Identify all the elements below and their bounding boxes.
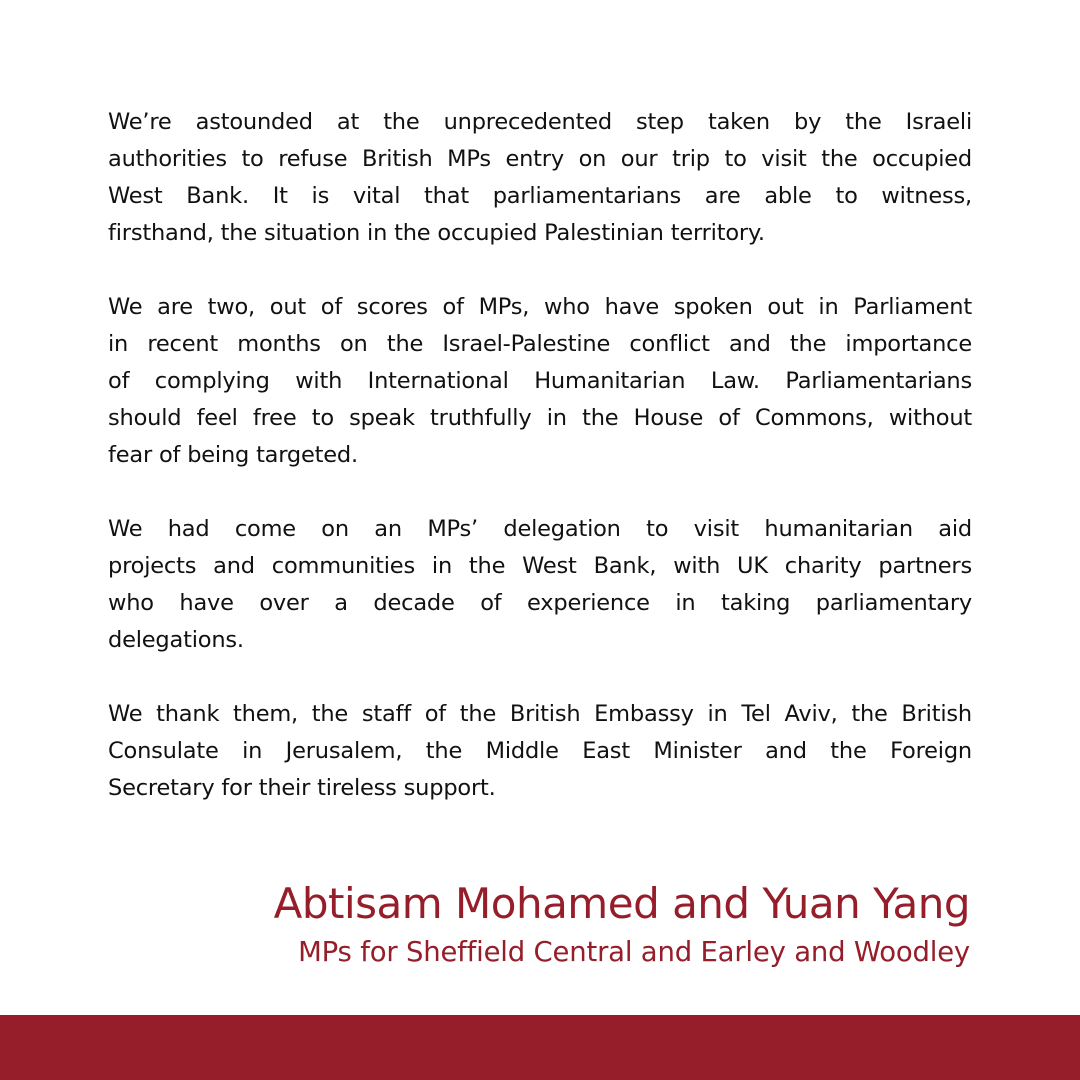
paragraph-line: authorities to refuse British MPs entry on our trip to visit the occupied [108,146,972,172]
paragraph-line: projects and communities in the West Bank, with UK charity partners [108,553,972,579]
paragraph-line: delegations. [108,627,244,653]
footer-bar [0,1015,1080,1080]
statement-body [108,104,972,844]
statement-paragraph [108,511,972,659]
paragraph-line: We’re astounded at the unprecedented step taken by the Israeli [108,109,972,135]
paragraph-line: We had come on an MPs’ delegation to visit humanitarian aid [108,516,972,542]
paragraph-line: of complying with International Humanitarian Law. Parliamentarians [108,368,972,394]
paragraph-line: We are two, out of scores of MPs, who have spoken out in Parliament [108,294,972,320]
statement-paragraph [108,104,972,252]
paragraph-line: We thank them, the staff of the British Embassy in Tel Aviv, the British [108,701,972,727]
paragraph-line: fear of being targeted. [108,442,358,468]
signature-names: Abtisam Mohamed and Yuan Yang [273,879,970,928]
statement-paragraph [108,696,972,807]
paragraph-line: should feel free to speak truthfully in the House of Commons, without [108,405,972,431]
paragraph-line: in recent months on the Israel-Palestine conflict and the importance [108,331,972,357]
statement-paragraph [108,289,972,474]
paragraph-line: firsthand, the situation in the occupied Palestinian territory. [108,220,765,246]
paragraph-line: Secretary for their tireless support. [108,775,496,801]
paragraph-line: who have over a decade of experience in taking parliamentary [108,590,972,616]
signature [274,876,970,972]
paragraph-line: Consulate in Jerusalem, the Middle East Minister and the Foreign [108,738,972,764]
signature-constituencies: MPs for Sheffield Central and Earley and Woodley [298,936,970,968]
paragraph-line: West Bank. It is vital that parliamentarians are able to witness, [108,183,972,209]
